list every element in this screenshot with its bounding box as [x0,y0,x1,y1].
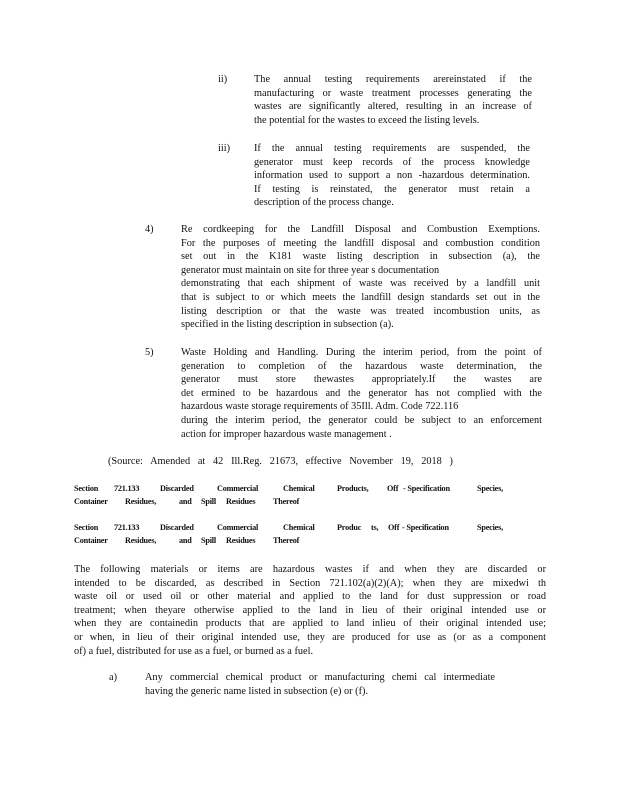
heading-word: and [179,497,192,506]
text-line: specified in the listing description in subsection (a). [181,319,394,331]
item-ii-text [254,73,532,127]
heading-word: Residues, [125,497,157,506]
section-heading [74,482,504,508]
heading-word: - Specification [402,523,449,532]
heading-word: Section [74,523,99,532]
text-line: waste oil or used oil or other material and applied to the land for dust suppression or road [74,591,546,603]
heading-word: Off [388,523,400,532]
heading-word: Produc [337,523,362,532]
heading-word: Discarded [160,523,194,532]
text-line: demonstrating that each shipment of waste was received by a landfill unit [181,278,540,290]
heading-word: - Specification [403,484,450,493]
item-iii-text [254,142,530,210]
heading-word: Off [387,484,399,493]
source-note [108,455,453,469]
text-line: generator must store thewastes appropriately.If the wastes are [181,374,542,386]
text-line: The following materials or items are hazardous wastes if and when they are discarded or [74,564,546,575]
heading-word: Spill [201,497,216,506]
text-line: For the purposes of meeting the landfill disposal and combustion condition [181,237,540,249]
text-line: information used to support a non -hazardous determination. [254,170,530,182]
text-line: intended to be discarded, as described in Section 721.102(a)(2)(A); when they are mixedwi th [74,577,546,589]
text-line: during the interim period, the generator could be subject to an enforcement [181,414,542,426]
text-line: If testing is reinstated, the generator must retain a [254,183,530,195]
heading-word: Commercial [217,523,259,532]
heading-word: 721.133 [114,523,140,532]
text-line: generator must maintain on site for three year s documentation [181,264,440,276]
heading-word: Thereof [273,497,300,506]
text-line: generation to completion of the hazardous waste determination, the [181,360,542,372]
item-number: ii) [218,74,228,85]
heading-word: Products, [337,484,369,493]
text-line: having the generic name listed in subsection (e) or (f). [145,685,369,697]
heading-word: Species, [477,523,503,532]
item-number: 5) [145,347,154,358]
text-line: generator must keep records of the process knowledge [254,156,530,168]
text-line: manufacturing or waste treatment processes generating the [254,87,532,99]
text-line: description of the process change. [254,197,394,209]
item-number: a) [109,672,117,683]
heading-word: Residues [226,497,256,506]
text-line: det ermined to be hazardous and the generator has not complied with the [181,387,542,399]
heading-word: and [179,536,192,545]
text-line: action for improper hazardous waste management . [181,428,392,440]
text-line: Re cordkeeping for the Landfill Disposal and Combustion Exemptions. [181,224,540,235]
heading-word: Discarded [160,484,194,493]
text-line: listing description or that the waste was treated incombustion units, as [181,305,540,317]
heading-word: Spill [201,536,216,545]
item-4-text [181,223,540,332]
heading-word: Chemical [283,484,315,493]
text-line: the potential for the wastes to exceed the listing levels. [254,114,480,126]
text-line: treatment; when theyare otherwise applied to the land in lieu of their original intended use or [74,604,546,616]
heading-word: Species, [477,484,503,493]
heading-word: 721.133 [114,484,140,493]
text-line: that is subject to or which meets the landfill design standards set out in the [181,291,540,303]
body-paragraph [74,563,546,658]
heading-word: ts, [371,523,379,532]
text-line: Any commercial chemical product or manufacturing chemi cal intermediate [145,672,495,683]
text-line: hazardous waste storage requirements of 35Ill. Adm. Code 722.116 [181,401,459,413]
text-line: or when, in lieu of their original intended use, they are produced for use as (or as a component [74,631,546,643]
text-line: when they are containedin products that are applied to land inlieu of their original intended use; [74,618,546,630]
text-line: set out in the K181 waste listing description in subsection (a), the [181,251,540,263]
heading-word: Residues, [125,536,157,545]
item-5-text [181,346,542,441]
heading-word: Residues [226,536,256,545]
heading-word: Container [74,536,108,545]
text-line: wastes are significantly altered, resulting in an increase of [254,101,532,113]
text-line: The annual testing requirements arereinstated if the [254,74,532,85]
heading-word: Commercial [217,484,259,493]
text-line: Waste Holding and Handling. During the interim period, from the point of [181,347,542,358]
sub-item-text [145,671,495,698]
source-line: (Source: Amended at 42 Ill.Reg. 21673, effective November 19, 2018 ) [108,456,453,467]
heading-word: Chemical [283,523,315,532]
item-number: iii) [218,143,231,154]
text-line: of) a fuel, distributed for use as a fuel, or burned as a fuel. [74,645,314,657]
text-line: If the annual testing requirements are suspended, the [254,143,530,154]
item-number: 4) [145,224,154,235]
section-heading [74,521,504,547]
heading-word: Thereof [273,536,300,545]
heading-word: Section [74,484,99,493]
heading-word: Container [74,497,108,506]
